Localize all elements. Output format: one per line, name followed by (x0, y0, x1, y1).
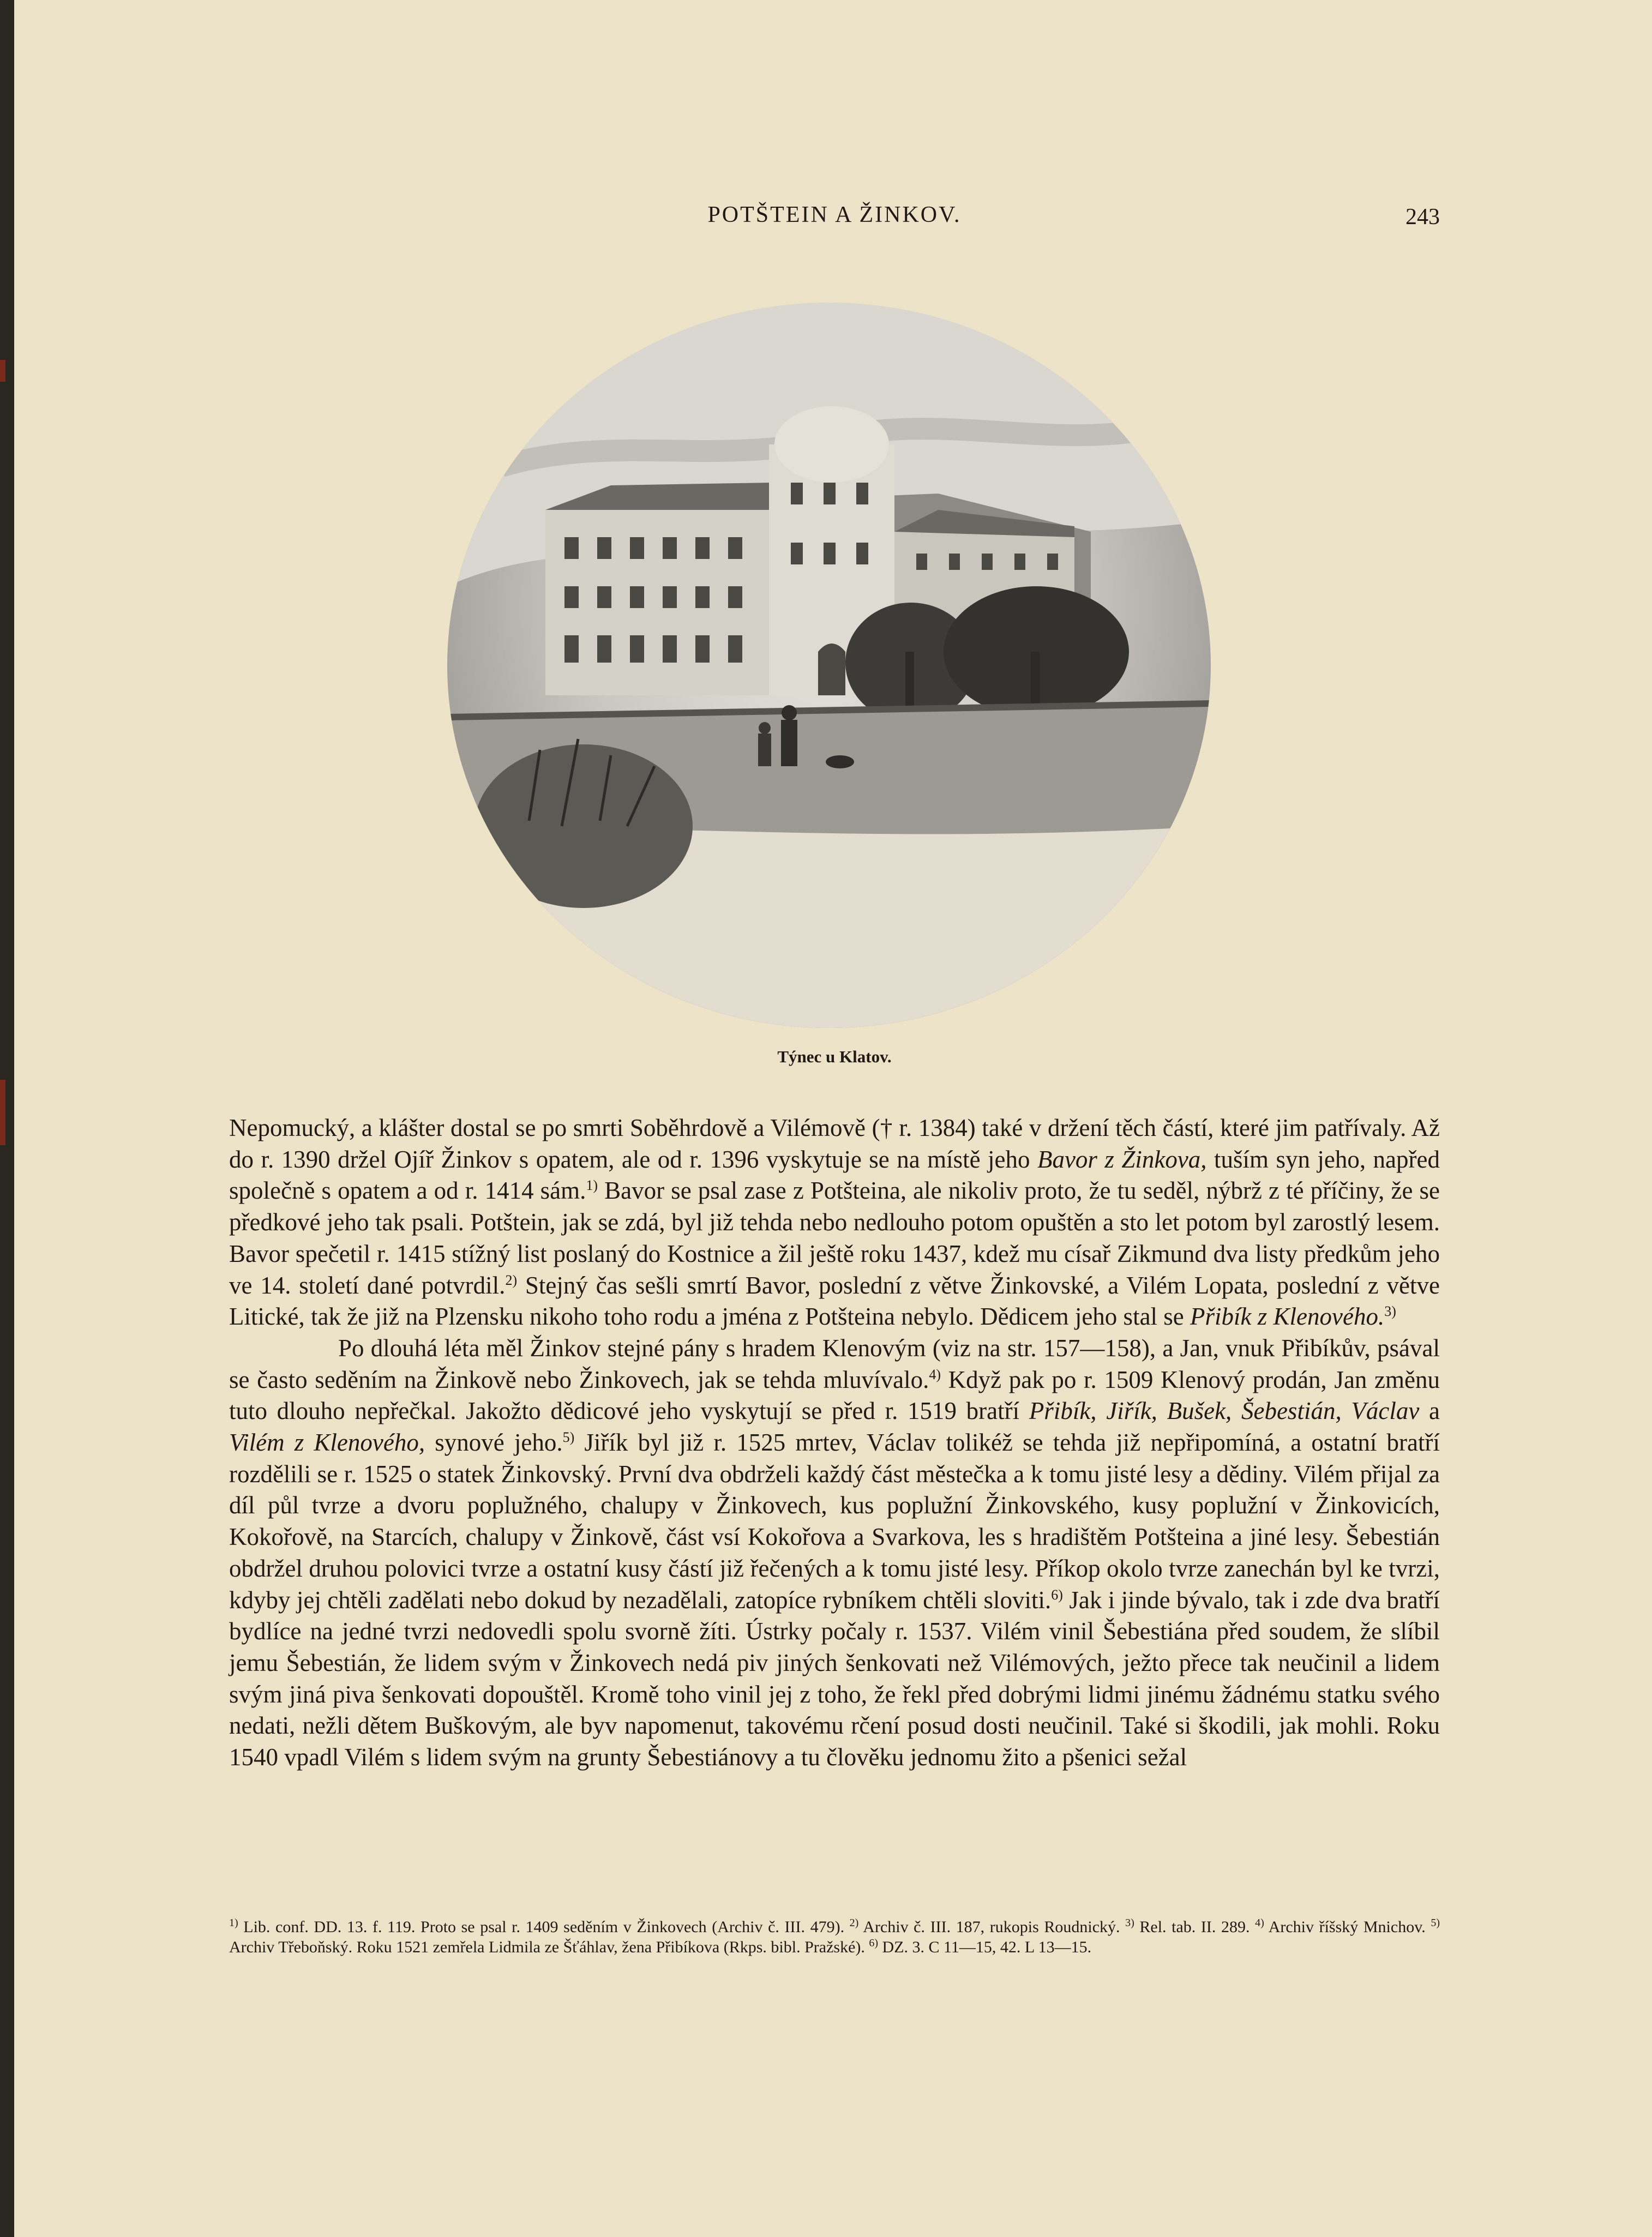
edge-mark (0, 1080, 5, 1145)
paragraph (229, 1113, 1440, 1333)
text-run: Nepomucký, a klášter dostal se po smrti Soběhrdově a Vilémově († r. 1384) také v držení těch částí, které jim patřívaly. Až do r. 1390 držel Ojíř Žinkov s opatem, ale od r. 1396 vyskytuje se na místě jeho (229, 1114, 1440, 1173)
text-run: Rel. tab. II. 289. (1134, 1918, 1255, 1936)
text-run: Po dlouhá léta měl Žinkov stejné pány s hradem Klenovým (viz na str. 157—158), a Jan, vnuk Přibíkův, psával se často seděním na Žinkově nebo Žinkovech, jak se tehda mluvívalo. (229, 1334, 1440, 1393)
italic-name: Bavor z Žinkova, (1037, 1145, 1207, 1173)
body-text (229, 1113, 1440, 1773)
footnote-ref: 5) (1431, 1917, 1440, 1929)
footnote-ref: 3) (1384, 1303, 1396, 1320)
footnote-ref: 1) (229, 1917, 238, 1929)
footnote-ref: 4) (929, 1366, 941, 1382)
castle-engraving (447, 303, 1211, 1028)
text-run: Archiv č. III. 187, rukopis Roudnický. (858, 1918, 1126, 1936)
footnote-ref: 3) (1125, 1917, 1134, 1929)
text-run: tuším syn jeho, napřed společně s opatem a od r. 1414 sám. (229, 1145, 1440, 1205)
italic-name: Vilém z Klenového, (229, 1429, 425, 1457)
footnote-ref: 2) (505, 1272, 518, 1288)
scan-left-edge (0, 0, 14, 2237)
page-header (229, 202, 1440, 234)
footnote-ref: 1) (586, 1177, 598, 1194)
engraving-illustration (447, 303, 1211, 1028)
edge-mark (0, 360, 5, 382)
footnote-ref: 4) (1255, 1917, 1264, 1929)
page-number: 243 (1405, 205, 1440, 230)
text-run: synové jeho. (425, 1429, 563, 1457)
footnote-ref: 6) (1051, 1586, 1063, 1603)
text-run: Archiv říšský Mnichov. (1264, 1918, 1431, 1936)
figure-caption: Týnec u Klatov. (777, 1047, 892, 1066)
italic-name: Přibík, Jiřík, Bušek, Šebestián, Václav (1029, 1397, 1420, 1425)
text-run: Když pak po r. 1509 Klenový prodán, Jan změnu tuto dlouho nepřečkal. Jakožto dědicové jeho vyskytují se před r. 1519 bratří (229, 1366, 1440, 1425)
text-run: Lib. conf. DD. 13. f. 119. Proto se psal r. 1409 seděním v Žinkovech (Archiv č. III. 479). (238, 1918, 850, 1936)
text-run: DZ. 3. C 11—15, 42. L 13—15. (878, 1938, 1092, 1956)
footnotes (229, 1917, 1440, 1957)
text-run: a (1419, 1397, 1440, 1425)
footnote-ref: 5) (562, 1429, 575, 1446)
footnote-ref: 6) (869, 1937, 879, 1949)
text-run: Stejný čas sešli smrtí Bavor, poslední z větve Žinkovské, a Vilém Lopata, poslední z větve Litické, tak že již na Plzensku nikoho toho rodu a jména z Potšteina nebylo. Dědicem jeho stal se (229, 1271, 1440, 1331)
footnote-ref: 2) (849, 1917, 859, 1929)
text-run: Bavor se psal zase z Potšteina, ale nikoliv proto, že tu seděl, nýbrž z té příčiny, že se předkové jeho tak psali. Potštein, jak se zdá, byl již tehda nebo nedlouho potom opuštěn a sto let potom byl zarostlý lesem. Bavor spečetil r. 1415 stížný list poslaný do Kostnice a žil ještě roku 1437, kdež mu císař Zikmund dva listy předkům jeho ve 14. století dané potvrdil. (229, 1177, 1440, 1299)
text-run: Archiv Třeboňský. Roku 1521 zemřela Lidmila ze Šťáhlav, žena Přibíkova (Rkps. bibl. Pražské). (229, 1938, 869, 1956)
text-run: Jak i jinde bývalo, tak i zde dva bratří bydlíce na jedné tvrzi nedovedli spolu svorně žíti. Ústrky počaly r. 1537. Vilém vinil Šebestiána před soudem, že slíbil jemu Šebestián, že lidem svým v Žinkovech nedá piv jiných šenkovati než Vilémových, ježto přece tak neučinil a lidem svým jiná piva šenkovati dopouštěl. Kromě toho vinil jej z toho, že řekl před dobrými lidmi jinému žádnému statku svého nedati, nežli dětem Buškovým, ale byv napomenut, takovému rčení posud dosti neučinil. Také si škodili, jak mohli. Roku 1540 vpadl Vilém s lidem svým na grunty Šebestiánovy a tu člověku jednomu žito a pšenici sežal (229, 1586, 1440, 1771)
italic-name: Přibík z Klenového. (1190, 1303, 1385, 1331)
paragraph (229, 1333, 1440, 1773)
running-title: POTŠTEIN A ŽINKOV. (707, 202, 962, 227)
text-run: Jiřík byl již r. 1525 mrtev, Václav tolikéž se tehda již nepřipomíná, a ostatní bratří rozdělili se r. 1525 o statek Žinkovský. První dva obdrželi každý část městečka a k tomu jisté lesy a dědiny. Vilém přijal za díl půl tvrze a dvoru poplužného, chalupy v Žinkovech, kus poplužní Žinkovského, kusy poplužní v Žinkovicích, Kokořově, na Starcích, chalupy v Žinkově, část vsí Kokořova a Svarkova, les s hradištěm Potšteina a jiné lesy. Šebestián obdržel druhou polovici tvrze a ostatní kusy částí již řečených a k tomu jisté lesy. Příkop okolo tvrze zanechán byl ke tvrzi, kdyby jej chtěli zadělati nebo dokud by nezadělali, zatopíce rybníkem chtěli sloviti. (229, 1429, 1440, 1614)
